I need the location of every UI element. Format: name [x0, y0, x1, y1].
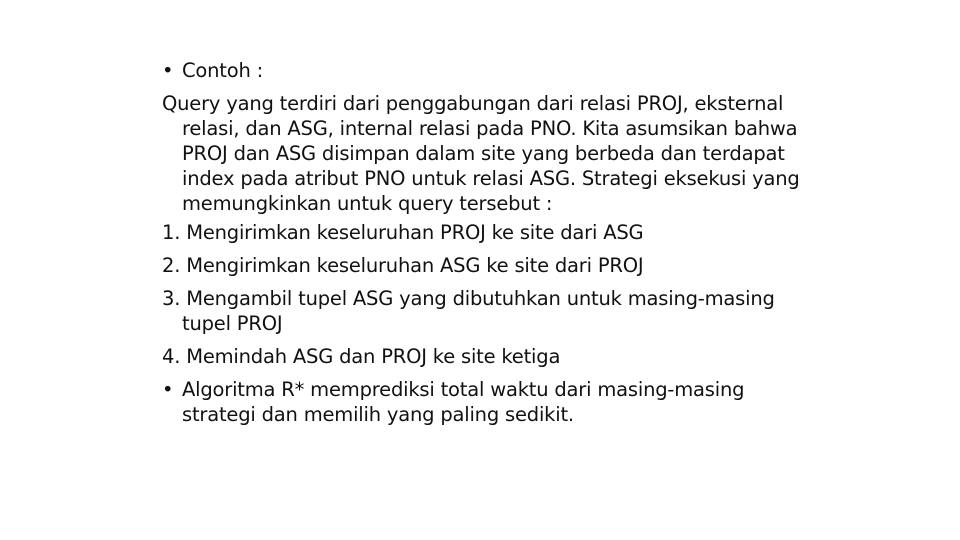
- step-item-3: [162, 286, 822, 336]
- step-text: 1. Mengirimkan keseluruhan PROJ ke site dari ASG: [162, 221, 644, 244]
- heading-text: Contoh :: [182, 59, 264, 82]
- step-item-4: [162, 344, 822, 369]
- step-text: 3. Mengambil tupel ASG yang dibutuhkan untuk masing-masing tupel PROJ: [162, 287, 775, 335]
- step-item-2: [162, 253, 822, 278]
- conclusion-text: Algoritma R* memprediksi total waktu dari masing-masing strategi dan memilih yang paling sedikit.: [182, 378, 745, 426]
- intro-text: Query yang terdiri dari penggabungan dari relasi PROJ, eksternal relasi, dan ASG, internal relasi pada PNO. Kita asumsikan bahwa PROJ dan ASG disimpan dalam site yang berbeda dan terdapat index pada atribut PNO untuk relasi ASG. Strategi eksekusi yang memungkinkan untuk query tersebut :: [162, 92, 800, 215]
- heading-item: [162, 58, 822, 83]
- bullet-icon: •: [162, 378, 174, 401]
- intro-paragraph: [162, 91, 822, 216]
- conclusion-item: [162, 377, 822, 427]
- step-text: 2. Mengirimkan keseluruhan ASG ke site dari PROJ: [162, 254, 644, 277]
- step-text: 4. Memindah ASG dan PROJ ke site ketiga: [162, 345, 561, 368]
- step-item-1: [162, 220, 822, 245]
- slide-content: [162, 58, 822, 435]
- bullet-icon: •: [162, 59, 174, 82]
